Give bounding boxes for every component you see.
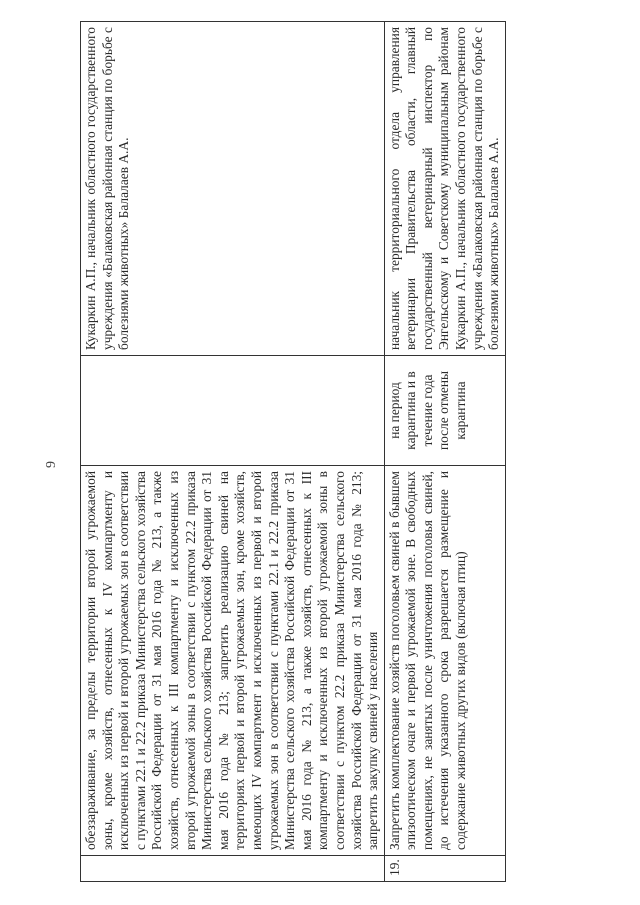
term-cell [81, 356, 385, 466]
responsible-cell: Кукаркин А.П., начальник областного государственного учреждения «Балаковская районная станция по борьбе с болезнями животных» Балалаев А.А. [81, 22, 385, 356]
responsible-cell: начальник территориального отдела управления ветеринарии Правительства области, главный государственный ветеринарный инспектор по Энгельсскому и Советскому муниципальным районам Кукаркин А.П., начальник областного государственного учреждения «Балаковская районная станция по борьбе с болезнями животных» Балалаев А.А. [384, 22, 505, 356]
row-number-cell: 19. [384, 856, 505, 882]
row-number-cell [81, 856, 385, 882]
term-cell: на период карантина и в течение года после отмены карантина [384, 356, 505, 466]
measures-table [80, 21, 506, 882]
rotated-page [0, 18, 640, 888]
measure-cell: обеззараживание, за пределы территории второй угрожаемой зоны, кроме хозяйств, отнесенных к IV компартменту и исключенных из первой и второй угрожаемых зон в соответствии с пунктами 22.1 и 22.2 приказа Министерства сельского хозяйства Российской Федерации от 31 мая 2016 года № 213, а также хозяйств, отнесенных к III компартменту и исключенных из второй угрожаемой зоны в соответствии с пунктом 22.2 приказа Министерства сельского хозяйства Российской Федерации от 31 мая 2016 года № 213; запретить реализацию свиней на территориях первой и второй угрожаемых зон, кроме хозяйств, имеющих IV компартмент и исключенных из первой и второй угрожаемых зон в соответствии с пунктами 22.1 и 22.2 приказа Министерства сельского хозяйства Российской Федерации от 31 мая 2016 года № 213, а также хозяйств, отнесенных к III компартменту и исключенных из второй угрожаемой зоны в соответствии с пунктом 22.2 приказа Министерства сельского хозяйства Российской Федерации от 31 мая 2016 года № 213; запретить закупку свиней у населения [81, 466, 385, 856]
table-row [81, 22, 385, 882]
measure-cell: Запретить комплектование хозяйств поголовьем свиней в бывшем эпизоотическом очаге и первой угрожаемой зоне. В свободных помещениях, не занятых после уничтожения поголовья свиней, до истечения указанного срока разрешается размещение и содержание животных других видов (включая птиц) [384, 466, 505, 856]
page-number: 9 [44, 461, 59, 468]
table-row [384, 22, 505, 882]
